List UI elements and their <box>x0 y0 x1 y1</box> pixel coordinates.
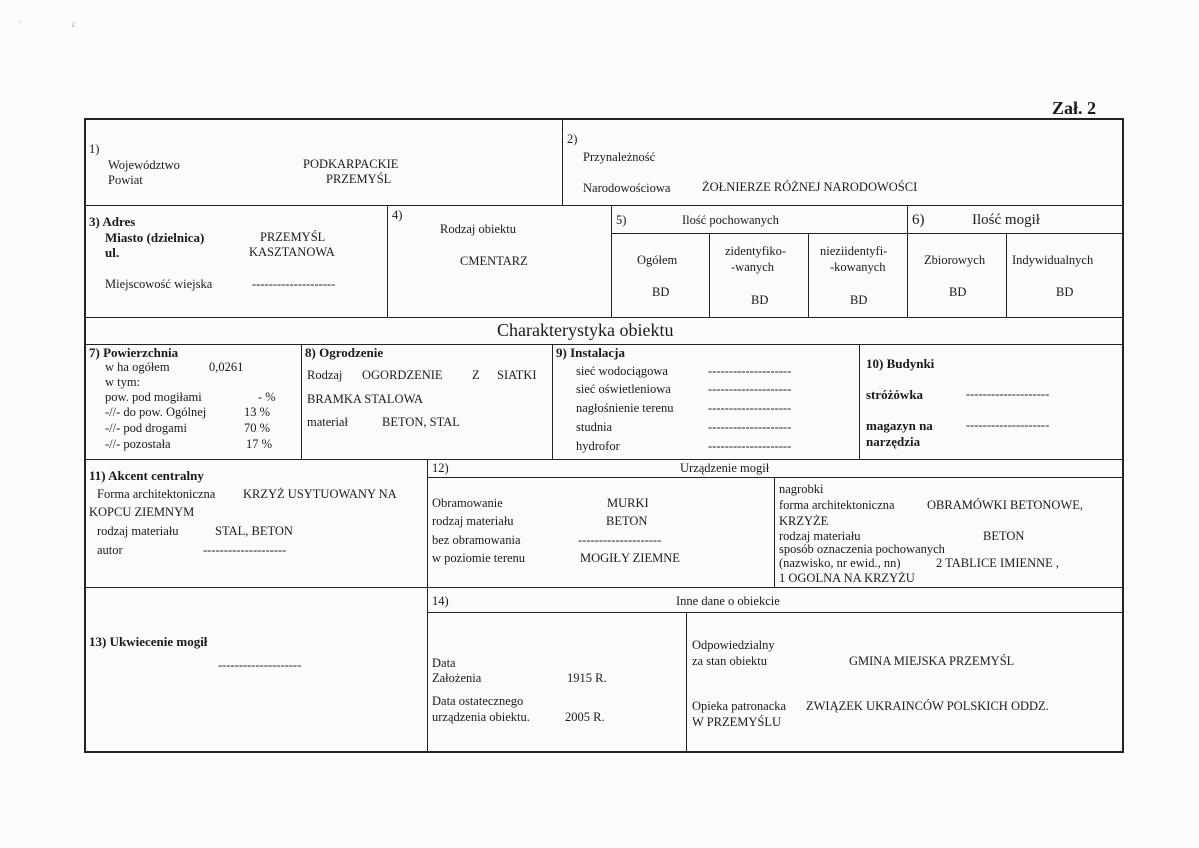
col-divider <box>774 477 775 587</box>
col-divider <box>1006 233 1007 317</box>
area-total-value: 0,0261 <box>209 360 244 374</box>
area-total-label: w ha ogółem <box>105 360 170 374</box>
last-setup-value: 2005 R. <box>565 710 605 724</box>
founded-label: Założenia <box>432 671 482 685</box>
framing-material-label: rodzaj materiału <box>432 514 514 528</box>
street-value: KASZTANOWA <box>249 245 335 259</box>
object-type-label: Rodzaj obiektu <box>440 222 517 236</box>
row-divider <box>611 233 1123 234</box>
responsible-value: GMINA MIEJSKA PRZEMYŚL <box>849 654 1015 668</box>
buried-total-label: Ogółem <box>637 253 678 267</box>
buildings-title: 10) Budynki <box>866 356 935 371</box>
col-divider <box>562 119 563 205</box>
installation-hydrophore-value: -------------------- <box>708 439 792 453</box>
col-divider <box>427 459 428 752</box>
central-accent-title: 11) Akcent centralny <box>89 468 204 483</box>
village-label: Miejscowość wiejska <box>105 277 213 291</box>
fence-type-label: Rodzaj <box>307 368 343 382</box>
accent-form-value-cont: KOPCU ZIEMNYM <box>89 505 195 519</box>
accent-form-label: Forma architektoniczna <box>97 487 216 501</box>
affiliation-label: Przynależność <box>583 150 656 164</box>
installation-hydrophore-label: hydrofor <box>576 439 620 453</box>
row-divider <box>85 459 1123 460</box>
tomb-form-value: OBRAMÓWKI BETONOWE, <box>927 498 1084 512</box>
identified-label-cont: -wanych <box>731 260 775 274</box>
fence-type-word-2: Z <box>472 368 480 382</box>
nationality-value: ŻOŁNIERZE RÓŻNEJ NARODOWOŚCI <box>702 180 918 194</box>
characteristics-title: Charakterystyka obiektu <box>497 320 674 340</box>
row-divider <box>85 317 1123 318</box>
area-including-label: w tym: <box>105 375 141 389</box>
individual-label: Indywidualnych <box>1012 253 1094 267</box>
area-rest-label: -//- pozostała <box>105 437 171 451</box>
marking-label-cont: (nazwisko, nr ewid., nn) <box>779 556 901 570</box>
patron-label: Opieka patronacka <box>692 699 787 713</box>
tombstones-label: nagrobki <box>779 482 824 496</box>
area-graves-label: pow. pod mogiłami <box>105 390 202 404</box>
installation-sound-value: -------------------- <box>708 401 792 415</box>
section-1-number: 1) <box>89 142 100 156</box>
attachment-label: Zał. 2 <box>1052 98 1097 118</box>
area-general-label: -//- do pow. Ogólnej <box>105 405 207 419</box>
section-4-number: 4) <box>392 208 403 222</box>
voivodeship-label: Województwo <box>108 158 180 172</box>
scan-speck: ɾ <box>72 19 75 29</box>
last-setup-label: Data ostatecznego <box>432 694 524 708</box>
fence-type-word-3: SIATKI <box>497 368 537 382</box>
fence-type-word-1: OGORDZENIE <box>362 368 443 382</box>
accent-author-label: autor <box>97 543 123 557</box>
tomb-material-value: BETON <box>983 529 1025 543</box>
buried-total-value: BD <box>652 285 670 299</box>
city-value: PRZEMYŚL <box>260 230 326 244</box>
col-divider <box>709 233 710 317</box>
identified-value: BD <box>751 293 769 307</box>
area-title: 7) Powierzchnia <box>89 345 179 360</box>
scan-speck: · <box>18 17 21 27</box>
col-divider <box>907 205 908 317</box>
row-divider <box>85 205 1123 206</box>
collective-label: Zbiorowych <box>924 253 986 267</box>
object-type-value: CMENTARZ <box>460 254 528 268</box>
section-14-number: 14) <box>432 594 449 608</box>
area-roads-value: 70 % <box>244 421 271 435</box>
city-label: Miasto (dzielnica) <box>105 230 205 245</box>
tomb-form-value-cont: KRZYŻE <box>779 514 829 528</box>
col-divider <box>808 233 809 317</box>
unidentified-label-cont: -kowanych <box>830 260 886 274</box>
area-general-value: 13 % <box>244 405 271 419</box>
no-framing-value: -------------------- <box>578 533 662 547</box>
date-label: Data <box>432 656 456 670</box>
storage-label: magazyn na <box>866 418 933 433</box>
col-divider <box>859 344 860 459</box>
installations-title: 9) Instalacja <box>556 345 625 360</box>
row-divider <box>427 477 1123 478</box>
district-label: Powiat <box>108 173 143 187</box>
patron-value-cont: W PRZEMYŚLU <box>692 715 782 729</box>
installation-water-label: sieć wodociągowa <box>576 364 668 378</box>
accent-material-value: STAL, BETON <box>215 524 293 538</box>
other-data-title: Inne dane o obiekcie <box>676 594 780 608</box>
district-value: PRZEMYŚL <box>326 172 392 186</box>
row-divider <box>85 587 1123 588</box>
section-12-number: 12) <box>432 461 449 475</box>
installation-well-label: studnia <box>576 420 613 434</box>
identified-label: zidentyfiko- <box>725 244 787 258</box>
individual-value: BD <box>1056 285 1074 299</box>
voivodeship-value: PODKARPACKIE <box>303 157 399 171</box>
collective-value: BD <box>949 285 967 299</box>
accent-form-value: KRZYŻ USYTUOWANY NA <box>243 487 397 501</box>
flowers-value: -------------------- <box>218 658 302 672</box>
buried-count-title: Ilość pochowanych <box>682 213 779 227</box>
section-6-number: 6) <box>912 212 925 228</box>
unidentified-value: BD <box>850 293 868 307</box>
fence-type-line-2: BRAMKA STALOWA <box>307 392 424 406</box>
address-title: 3) Adres <box>89 214 136 229</box>
area-roads-label: -//- pod drogami <box>105 421 187 435</box>
section-5-number: 5) <box>616 213 627 227</box>
tomb-material-label: rodzaj materiału <box>779 529 861 543</box>
graves-count-title: Ilość mogił <box>972 212 1040 228</box>
tomb-form-label: forma architektoniczna <box>779 498 895 512</box>
marking-label: sposób oznaczenia pochowanych <box>779 542 945 556</box>
area-rest-value: 17 % <box>246 437 273 451</box>
ground-level-value: MOGIŁY ZIEMNE <box>580 551 680 565</box>
framing-value: MURKI <box>607 496 649 510</box>
row-divider <box>427 612 1123 613</box>
col-divider <box>611 205 612 317</box>
col-divider <box>686 612 687 752</box>
area-graves-value: - % <box>258 390 276 404</box>
col-divider <box>552 344 553 459</box>
installation-well-value: -------------------- <box>708 420 792 434</box>
framing-label: Obramowanie <box>432 496 503 510</box>
marking-value-cont: 1 OGOLNA NA KRZYŻU <box>779 571 915 585</box>
framing-material-value: BETON <box>606 514 648 528</box>
section-2-number: 2) <box>567 132 578 146</box>
graves-setup-title: Urządzenie mogił <box>680 461 770 475</box>
fence-material-label: materiał <box>307 415 348 429</box>
col-divider <box>301 344 302 459</box>
street-label: ul. <box>105 245 120 260</box>
accent-material-label: rodzaj materiału <box>97 524 179 538</box>
guardhouse-value: -------------------- <box>966 387 1050 401</box>
fence-title: 8) Ogrodzenie <box>305 345 384 360</box>
installation-water-value: -------------------- <box>708 364 792 378</box>
village-value: -------------------- <box>252 277 336 291</box>
responsible-label: Odpowiedzialny <box>692 638 775 652</box>
installation-lighting-value: -------------------- <box>708 382 792 396</box>
fence-material-value: BETON, STAL <box>382 415 460 429</box>
responsible-label-cont: za stan obiektu <box>692 654 767 668</box>
founded-value: 1915 R. <box>567 671 607 685</box>
flowers-title: 13) Ukwiecenie mogił <box>89 634 208 649</box>
last-setup-label-cont: urządzenia obiektu. <box>432 710 530 724</box>
accent-author-value: -------------------- <box>203 543 287 557</box>
installation-lighting-label: sieć oświetleniowa <box>576 382 671 396</box>
installation-sound-label: nagłośnienie terenu <box>576 401 674 415</box>
patron-value: ZWIĄZEK UKRAINCÓW POLSKICH ODDZ. <box>806 699 1049 713</box>
col-divider <box>387 205 388 317</box>
storage-value: -------------------- <box>966 418 1050 432</box>
guardhouse-label: stróżówka <box>866 387 924 402</box>
ground-level-label: w poziomie terenu <box>432 551 526 565</box>
storage-label-cont: narzędzia <box>866 434 921 449</box>
marking-value: 2 TABLICE IMIENNE , <box>936 556 1060 570</box>
unidentified-label: nieziidentyfi- <box>820 244 888 258</box>
no-framing-label: bez obramowania <box>432 533 521 547</box>
nationality-label: Narodowościowa <box>583 181 671 195</box>
